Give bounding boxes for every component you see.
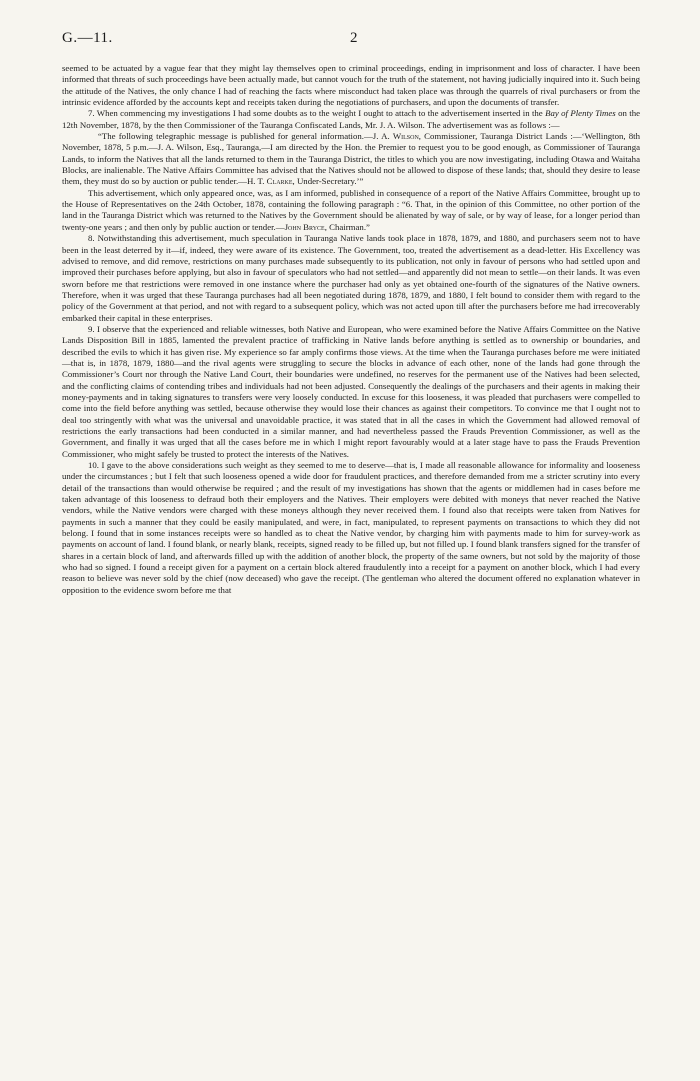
paragraph-9: 9. I observe that the experienced and reliable witnesses, both Native and European, who were examined before the Native Affairs Committee on the Native Lands Disposition Bill in 1885, lamented the prevalent practice of trafficking in Native lands before anything is settled as to ownership or boundaries, and described the evils to which it has given rise. My experience so far amply confirms those views. At the time when the Tauranga purchases before me were initiated—that is, in 1878, 1879, 1880—and the rival agents were struggling to secure the blocks in advance of each other, none of the lands had gone through the Commissioner’s Court nor through the Native Land Court, their boundaries were undefined, no reserves for the permanent use of the Natives had been selected, and the conflicting claims of contending tribes and individuals had not been adjusted. Consequently the dealings of the purchasers and their agents in making their money-payments and in taking signatures to transfers were very loosely conducted. In excuse for this looseness, it was pleaded that purchasers were compelled to come into the field before anything was settled, because otherwise they would lose their chances as against their competitors. To convince me that I ought not to deal too stringently with what was the universal and unavoidable practice, it was stated that in all the cases in which the Government had allowed removal of restrictions the early transactions had been conducted in a similar manner, and had nevertheless passed the Frauds Prevention Commissioner, as well as the Government, and finally it was urged that all the cases before me in which I might report favourably would at a later stage have to pass the Frauds Prevention Commissioner, who might safely be trusted to protect the interests of the Natives.: [62, 323, 640, 459]
quoted-telegram-text-b: , Commissioner, Tauranga District Lands :—‘Wellington, 8th November, 1878, 5 p.m.—J. A. Wilson, Esq., Tauranga,—I am directed by the Hon. the Premier to request you to be good enough, as Commissioner of Tauranga Lands, to inform the Natives that all the lands returned to them in the Tauranga District, the titles to which you are now investigating, including Otawa and Waitaha Blocks, are inalienable. The Native Affairs Committee has advised that the Natives should not be allowed to dispose of these lands; that, should they desire to lease them, they must do so by auction or public tender.—H. T.: [62, 131, 640, 187]
advertisement-note-text-b: , Chairman.”: [324, 221, 370, 232]
newspaper-title: Bay of Plenty Times: [545, 108, 616, 119]
paragraph-7-text-b: on the 12th November, 1878, by the then Commissioner of the Tauranga Confiscated Lands, Mr. J. A. Wilson. The advertisement was as follows :—: [62, 108, 640, 130]
signatory-clarke: Clarke: [266, 176, 293, 187]
paragraph-7-text-a: 7. When commencing my investigations I had some doubts as to the weight I ought to attach to the advertisement inserted in the: [88, 108, 546, 119]
paragraph-continuation: seemed to be actuated by a vague fear that they might lay themselves open to criminal proceedings, ending in imprisonment and loss of character. I have been informed that threats of such proceedings have been actually made, but cannot vouch for the truth of the statement, not having judicially inquired into it. Such being the attitude of the Natives, the only chance I had of reaching the facts where misconduct had taken place was through the quarrels of rival purchasers or from the intrinsic evidence afforded by the accounts kept and receipts taken during the negotiations of purchasers, and upon the documents of transfer.: [62, 63, 640, 108]
paragraph-10: 10. I gave to the above considerations such weight as they seemed to me to deserve—that is, I made all reasonable allowance for informality and looseness under the circumstances ; but I felt that such looseness opened a wide door for fraudulent practices, and therefore demanded from me a stricter scrutiny into every detail of the transactions than would otherwise be required ; and the result of my investigations has shown that the agents or middlemen had in cases before me taken advantage of this looseness to defraud both their employers and the Natives. Their employers were debited with moneys that never reached the Native vendors, while the Native vendors were charged with these moneys although they never received them. I found also that receipts were taken from Natives for payments in such a manner that they could be easily manipulated, and were, in fact, manipulated, to represent payments on transactions to which they did not belong. I found that in some instances receipts were so handled as to cheat the Native vendor, by charging him with payments made to him for survey-work as payments on account of land. I found blank, or nearly blank, receipts, signed ready to be filled up, but not filled up. I found blank transfers signed for the transfer of shares in a certain block of land, and afterwards filled up with the addition of another block, the property of the same owners, but not sold by the majority of those who had so signed. I found a receipt given for a payment on a certain block altered fraudulently into a receipt for a payment on another block, which I had every reason to believe was never sold by the chief (now deceased) who gave the receipt. (The gentleman who altered the document offered no explanation whatever in opposition to the evidence sworn before me that: [62, 460, 640, 595]
advertisement-note-text-a: This advertisement, which only appeared once, was, as I am informed, published in consequence of a report of the Native Affairs Committee, brought up to the House of Representatives on the 24th October, 1878, containing the following paragraph : “6. That, in the opinion of this Committee, no other portion of the land in the Tauranga District which was returned to the Natives by the Government should be alienated by way of sale, or by way of lease, for a longer period than twenty-one years ; and then only by public auction or tender.—: [62, 187, 640, 232]
quoted-telegram-text-c: , Under-Secretary.’”: [292, 176, 364, 187]
document-body: [62, 63, 640, 596]
page-header: [62, 30, 640, 50]
paragraph-advertisement-note: [62, 188, 640, 233]
paragraph-8: 8. Notwithstanding this advertisement, much speculation in Tauranga Native lands took place in 1878, 1879, and 1880, and purchasers seem not to have been in the least deterred by it—if, indeed, they were aware of its existence. The Government, too, treated the advertisement as a dead-letter. His Excellency was advised to remove, and did remove, restrictions on many purchases made subsequently to its publication, not only in favour of persons who had settled upon and improved their purchases before applying, but also in favour of speculators who had not settled—and apparently did not mean to settle—on their lands. It was even sworn before me that restrictions were removed in one instance where the purchaser had only as yet obtained one-fourth of the signatures of the Native owners. Therefore, when it was urged that these Tauranga purchases had all been negotiated during 1878, 1879, and 1880, I felt bound to consider them with regard to the policy of the Government at that period, and not with regard to a subsequent policy, which was not acted upon till after the purchasers before me had irrecoverably embarked their capital in these enterprises.: [62, 233, 640, 323]
signatory-bryce: John Bryce: [284, 221, 325, 232]
page-number: 2: [350, 30, 358, 46]
quoted-telegram-text-a: “The following telegraphic message is published for general information.—J. A.: [98, 131, 393, 142]
signatory-wilson: Wilson: [392, 131, 419, 142]
quoted-telegram: [62, 131, 640, 188]
paragraph-7: [62, 108, 640, 131]
parliamentary-paper-reference: G.—11.: [62, 30, 113, 46]
